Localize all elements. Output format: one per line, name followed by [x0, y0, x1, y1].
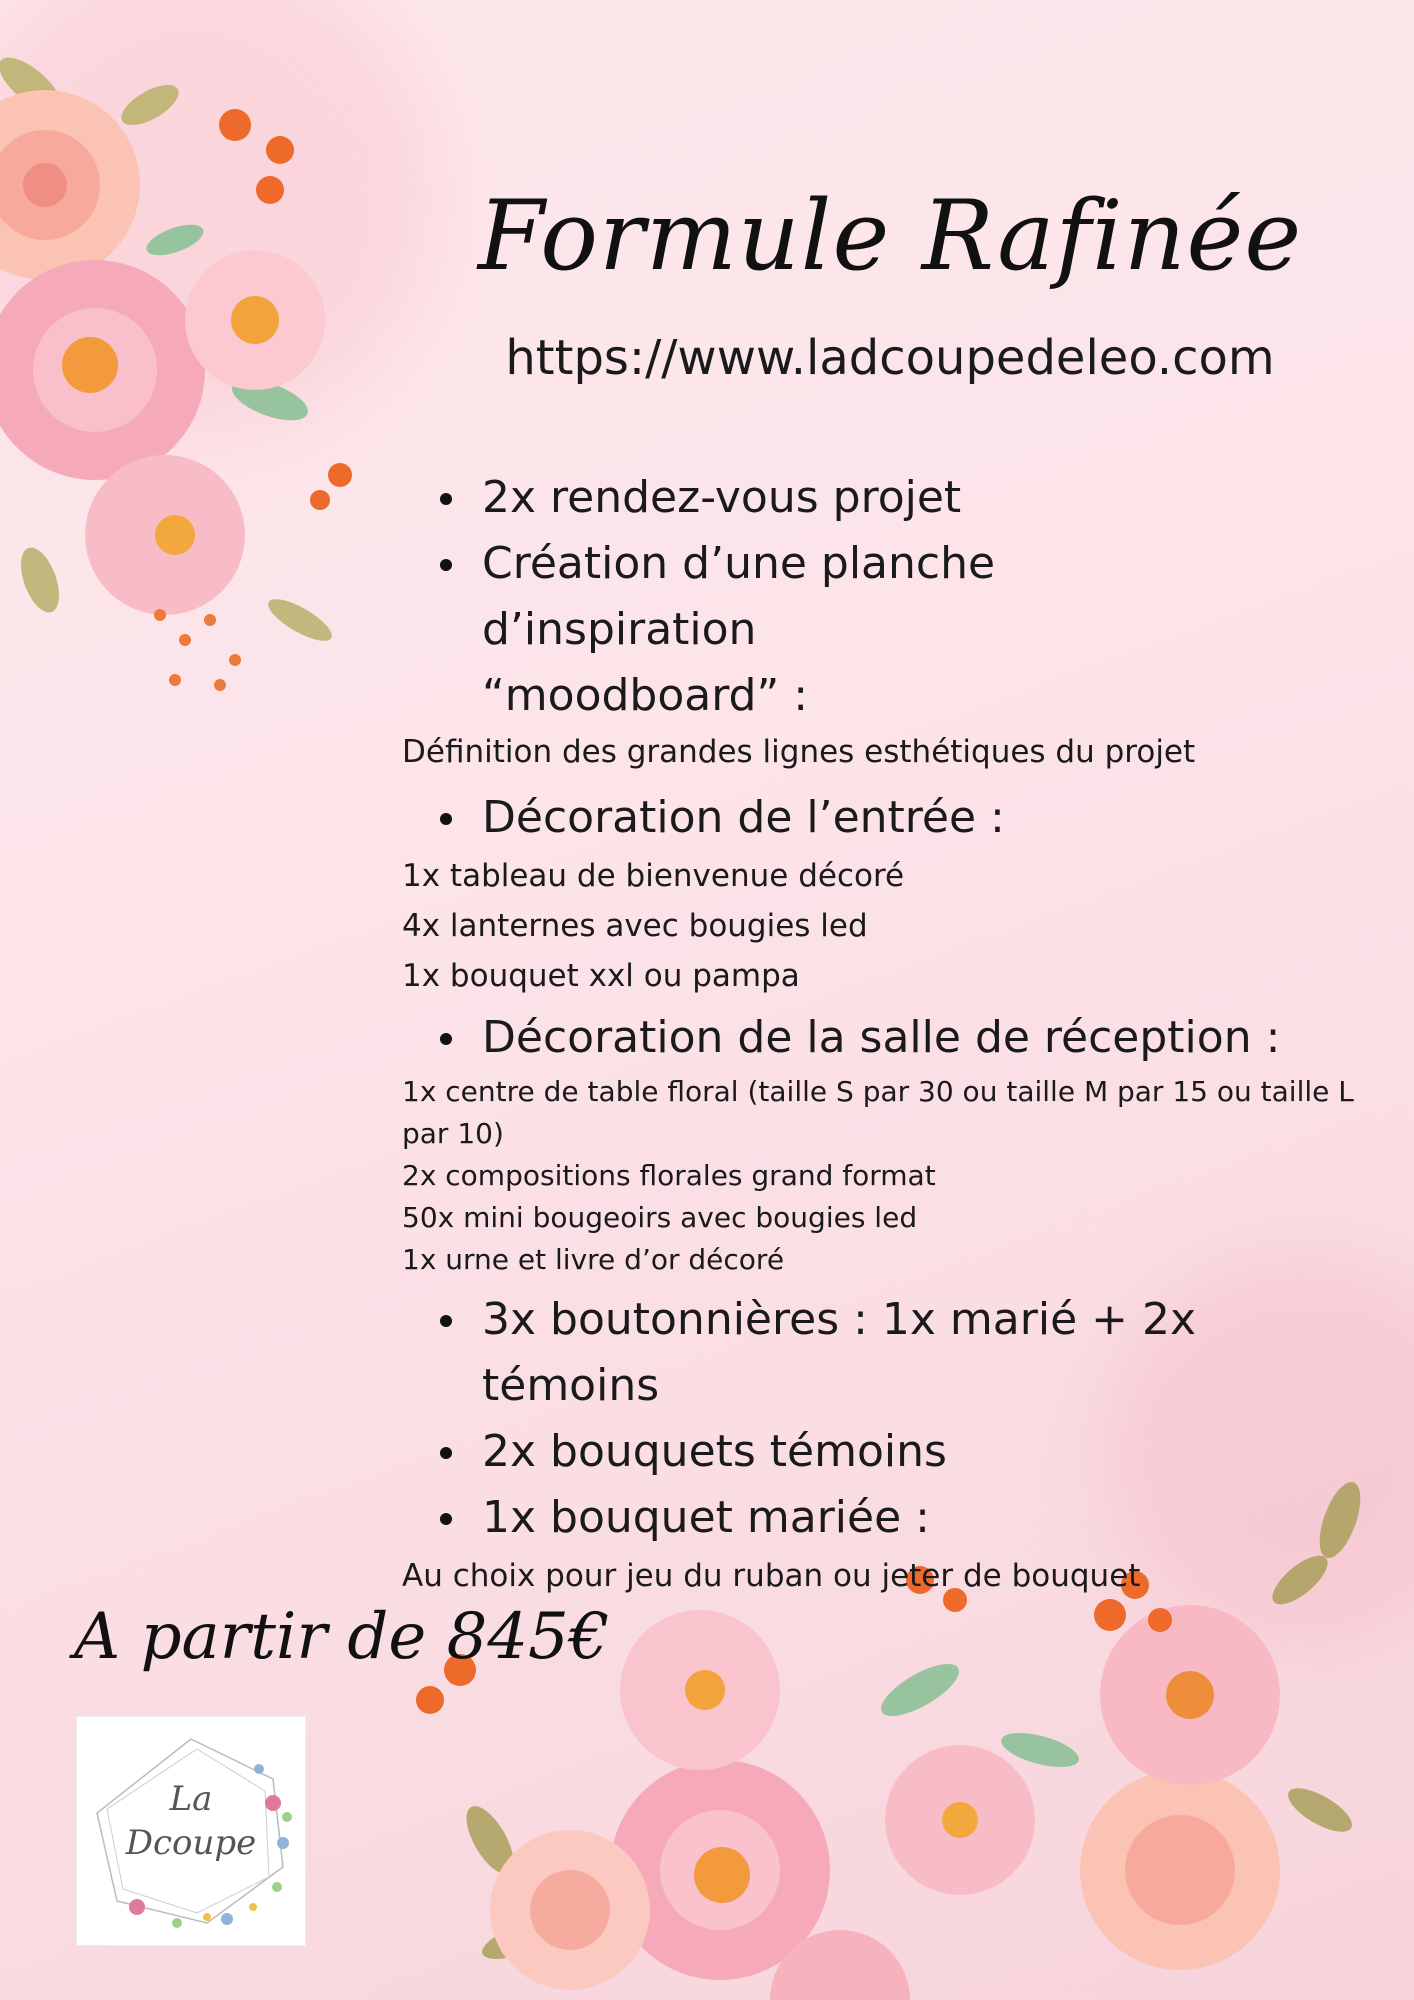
bullet-item: Décoration de l’entrée : — [402, 785, 1382, 851]
detail-line: 4x lanternes avec bougies led — [402, 908, 868, 944]
bullet-item: 3x boutonnières : 1x marié + 2x témoins — [402, 1287, 1382, 1419]
page-title: Formule Rafinée — [477, 180, 1303, 292]
brand-logo — [76, 1716, 306, 1946]
detail-line: 50x mini bougeoirs avec bougies led — [402, 1201, 918, 1234]
services-list — [402, 465, 1382, 1601]
website-url[interactable]: https://www.ladcoupedeleo.com — [505, 330, 1275, 386]
detail-line: Au choix pour jeu du ruban ou jeter de bouquet — [402, 1558, 1141, 1594]
bullet-item: 2x bouquets témoins — [402, 1419, 1382, 1485]
bullet-item: Création d’une planche d’inspiration “moodboard” : — [402, 531, 1382, 729]
detail-line: Définition des grandes lignes esthétiques du projet — [402, 734, 1196, 770]
bullet-item: 1x bouquet mariée : — [402, 1485, 1382, 1551]
bullet-item: Décoration de la salle de réception : — [402, 1005, 1382, 1071]
logo-text-line2: Dcoupe — [125, 1823, 257, 1863]
floral-decoration-top-left — [0, 0, 390, 700]
logo-text-line1: La — [169, 1779, 213, 1819]
detail-line: 1x urne et livre d’or décoré — [402, 1243, 785, 1276]
detail-line: 1x tableau de bienvenue décoré — [402, 858, 905, 894]
detail-line: 1x bouquet xxl ou pampa — [402, 958, 800, 994]
price-label: A partir de 845€ — [74, 1600, 610, 1674]
bullet-item: 2x rendez-vous projet — [402, 465, 1382, 531]
detail-line: 1x centre de table floral (taille S par 30 ou taille M par 15 ou taille L par 10) — [402, 1075, 1354, 1150]
detail-line: 2x compositions florales grand format — [402, 1159, 936, 1192]
